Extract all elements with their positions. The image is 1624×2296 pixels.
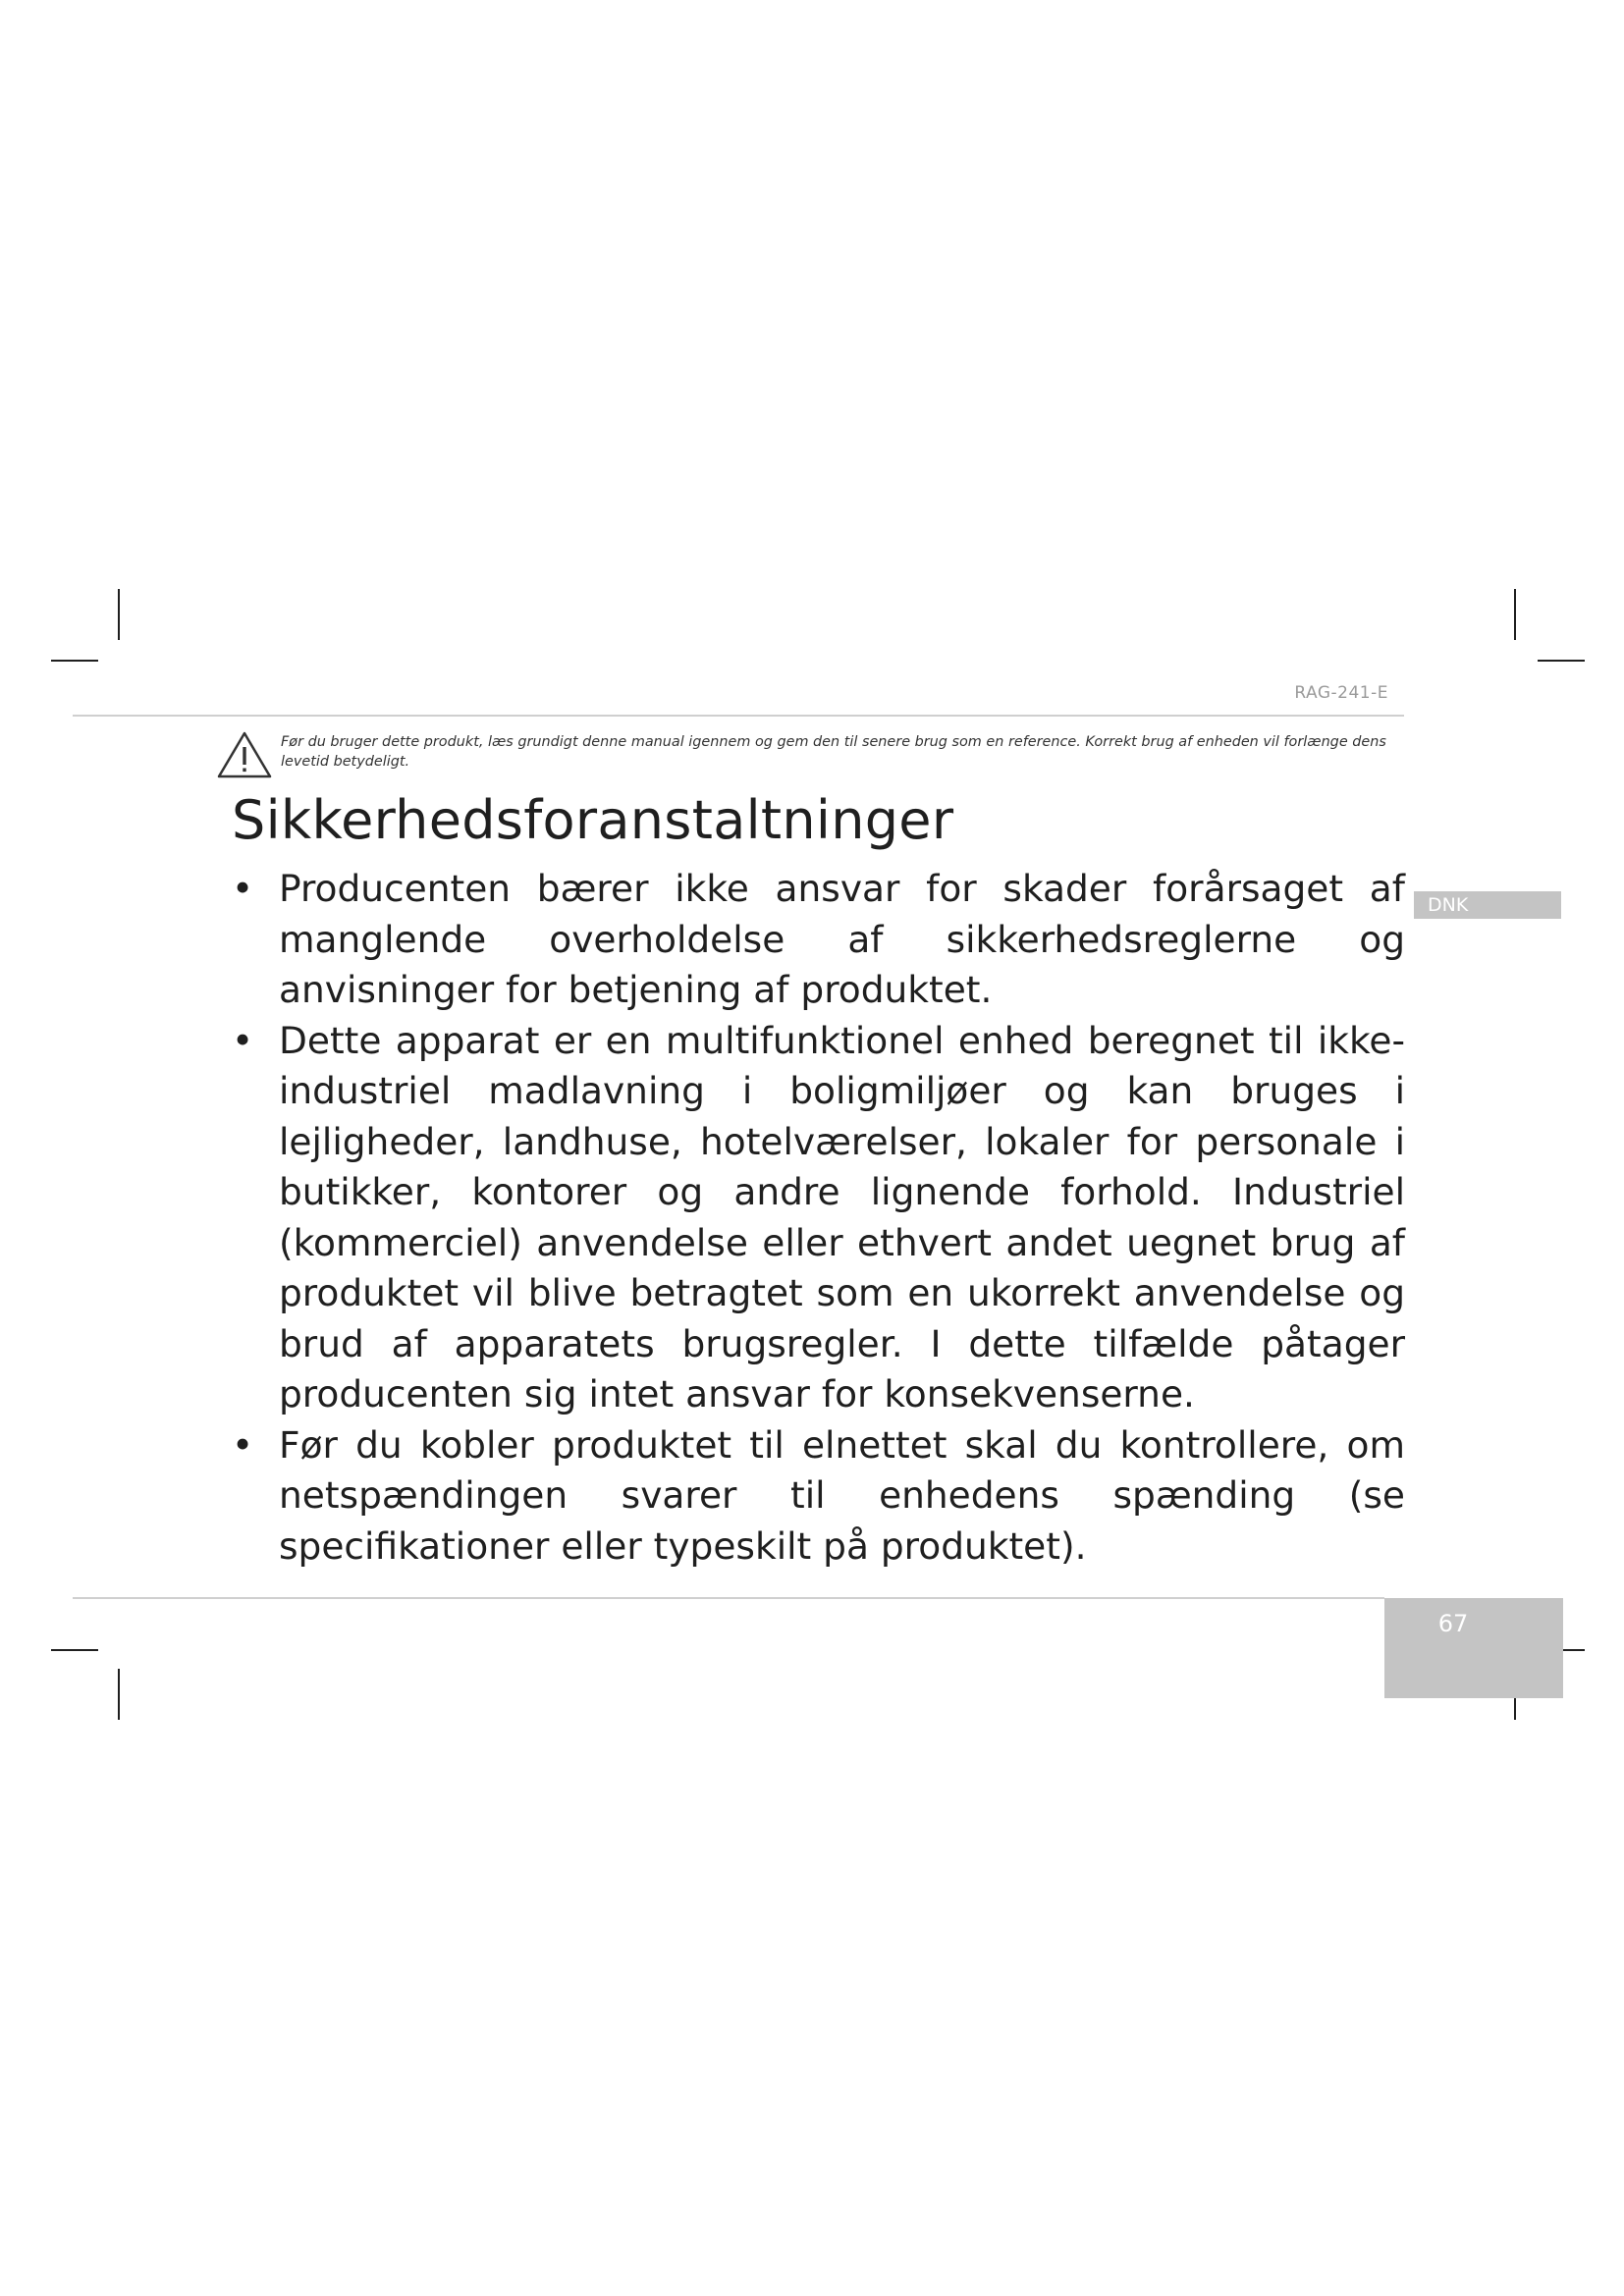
bullet-icon: • (232, 1018, 254, 1062)
crop-mark-top-left-h (51, 660, 98, 662)
section-title: Sikkerhedsforanstaltninger (232, 789, 954, 851)
crop-mark-bottom-left-v (118, 1669, 120, 1720)
model-number: RAG-241-E (1294, 683, 1388, 703)
list-item-text: Før du kobler produktet til elnettet skal du kontrollere, om netspændingen svarer til enhedens spænding (se specifikationer eller typeskilt på produktet). (279, 1422, 1405, 1568)
page-number-tab (1384, 1598, 1563, 1698)
crop-mark-bottom-left-h (51, 1649, 98, 1651)
list-item (232, 864, 1405, 1016)
header-divider (73, 715, 1404, 717)
language-tab: DNK (1414, 891, 1561, 919)
bullet-icon: • (232, 867, 254, 910)
list-item-text: Producenten bærer ikke ansvar for skader forårsaget af manglende overholdelse af sikkerhedsreglerne og anvisninger for betjening af produktet. (279, 867, 1405, 1011)
crop-mark-top-right-v (1514, 589, 1516, 640)
bullet-icon: • (232, 1422, 254, 1467)
warning-triangle-icon (216, 730, 273, 779)
crop-mark-top-right-h (1538, 660, 1585, 662)
warning-note: Før du bruger dette produkt, læs grundigt denne manual igennem og gem den til senere brug som en reference. Korrekt brug af enheden vil forlænge dens levetid betydeligt. (281, 734, 1386, 770)
list-item (232, 1016, 1405, 1420)
list-item-text: Dette apparat er en multifunktionel enhed beregnet til ikke-industriel madlavning i boligmiljøer og kan bruges i lejligheder, landhuse, hotelværelser, lokaler for personale i butikker, kontorer og andre lignende forhold. Industriel (kommerciel) anvendelse eller ethvert andet uegnet brug af produktet vil blive betragtet som en ukorrekt anvendelse og brud af apparatets brugsregler. I dette tilfælde påtager producenten sig intet ansvar for konsekvenserne. (279, 1018, 1405, 1415)
safety-list (232, 864, 1405, 1572)
page-number: 67 (1437, 1610, 1469, 1637)
list-item (232, 1420, 1405, 1573)
crop-mark-top-left-v (118, 589, 120, 640)
footer-divider (73, 1597, 1384, 1599)
